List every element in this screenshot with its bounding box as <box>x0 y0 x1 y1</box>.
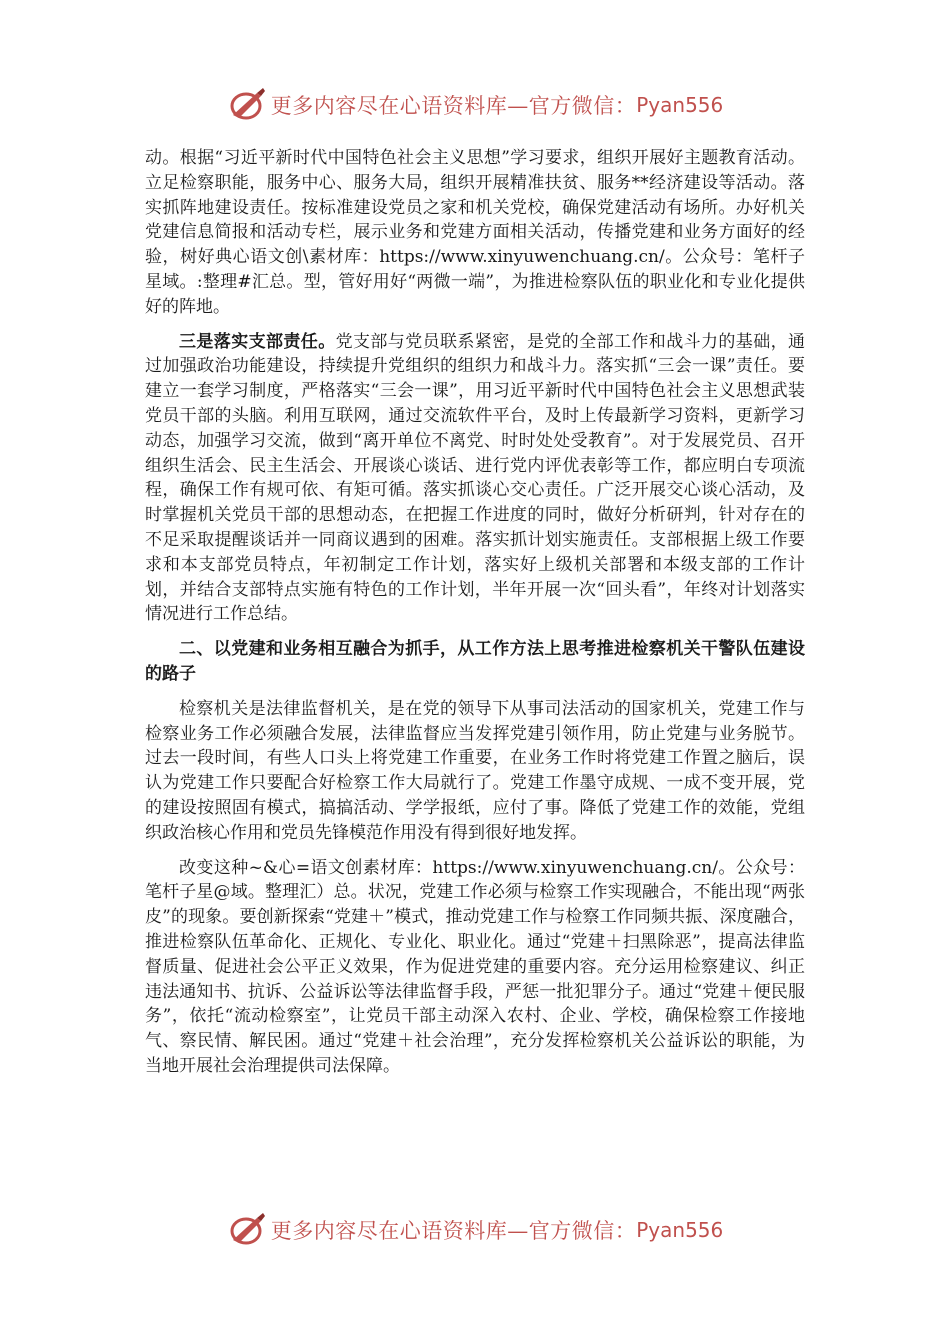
paragraph-1-text: 动。根据“习近平新时代中国特色社会主义思想”学习要求，组织开展好主题教育活动。立足检察职能，服务中心、服务大局，组织开展精准扶贫、服务**经济建设等活动。落实抓阵地建设责任。按标准建设党员之家和机关党校，确保党建活动有场所。办好机关党建信息简报和活动专栏，展示业务和党建方面相关活动，传播党建和业务方面好的经验，树好典心语文创\素材库：https://www.xinyuwenchuang.cn/。公众号：笔杆子星域。:整理#汇总。型，管好用好“两微一端”，为推进检察队伍的职业化和专业化提供好的阵地。 <box>145 148 805 317</box>
document-body <box>145 146 805 1089</box>
paragraph-4 <box>145 856 805 1079</box>
paragraph-3 <box>145 697 805 846</box>
paragraph-2-text: 党支部与党员联系紧密，是党的全部工作和战斗力的基础，通过加强政治功能建设，持续提升党组织的组织力和战斗力。落实抓“三会一课”责任。要建立一套学习制度，严格落实“三会一课”，用习近平新时代中国特色社会主义思想武装党员干部的头脑。利用互联网，通过交流软件平台，及时上传最新学习资料，更新学习动态，加强学习交流，做到“离开单位不离党、时时处处受教育”。对于发展党员、召开组织生活会、民主生活会、开展谈心谈话、进行党内评优表彰等工作，都应明白专项流程，确保工作有规可依、有矩可循。落实抓谈心交心责任。广泛开展交心谈心活动，及时掌握机关党员干部的思想动态，在把握工作进度的同时，做好分析研判，针对存在的不足采取提醒谈话并一同商议遇到的困难。落实抓计划实施责任。支部根据上级工作要求和本支部党员特点，年初制定工作计划，落实好上级机关部署和本级支部的工作计划，并结合支部特点实施有特色的工作计划，半年开展一次“回头看”，年终对计划落实情况进行工作总结。 <box>145 331 806 625</box>
pen-logo-icon <box>227 85 267 125</box>
footer-banner-wechat: Pyan556 <box>636 1218 724 1242</box>
paragraph-2-lead: 三是落实支部责任。 <box>179 331 336 352</box>
paragraph-2 <box>145 330 805 628</box>
section-heading: 二、以党建和业务相互融合为抓手，从工作方法上思考推进检察机关干警队伍建设的路子 <box>145 639 805 684</box>
paragraph-3-text: 检察机关是法律监督机关，是在党的领导下从事司法活动的国家机关，党建工作与检察业务工作必须融合发展，法律监督应当发挥党建引领作用，防止党建与业务脱节。过去一段时间，有些人口头上将党建工作重要，在业务工作时将党建工作置之脑后，误认为党建工作只要配合好检察工作大局就行了。党建工作墨守成规、一成不变开展，党的建设按照固有模式，搞搞活动、学学报纸，应付了事。降低了党建工作的效能，党组织政治核心作用和党员先锋模范作用没有得到很好地发挥。 <box>145 698 805 843</box>
footer-banner-text: 更多内容尽在心语资料库—官方微信： <box>270 1219 637 1243</box>
header-banner-text: 更多内容尽在心语资料库—官方微信： <box>270 94 637 118</box>
paragraph-1 <box>145 146 805 320</box>
pen-logo-icon <box>227 1210 267 1250</box>
paragraph-4-text: 改变这种~&心=语文创素材库：https://www.xinyuwenchuang.cn/。公众号：笔杆子星@域。整理汇）总。状况，党建工作必须与检察工作实现融合，不能出现“两张皮”的现象。要创新探索“党建＋”模式，推动党建工作与检察工作同频共振、深度融合，推进检察队伍革命化、正规化、专业化、职业化。通过“党建＋扫黑除恶”，提高法律监督质量、促进社会公平正义效果，作为促进党建的重要内容。充分运用检察建议、纠正违法通知书、抗诉、公益诉讼等法律监督手段，严惩一批犯罪分子。通过“党建＋便民服务”，依托“流动检察室”，让党员干部主动深入农村、企业、学校，确保检察工作接地气、察民情、解民困。通过“党建＋社会治理”，充分发挥检察机关公益诉讼的职能，为当地开展社会治理提供司法保障。 <box>145 857 805 1076</box>
footer-banner <box>0 1205 950 1255</box>
header-banner <box>0 80 950 130</box>
header-banner-wechat: Pyan556 <box>636 93 724 117</box>
